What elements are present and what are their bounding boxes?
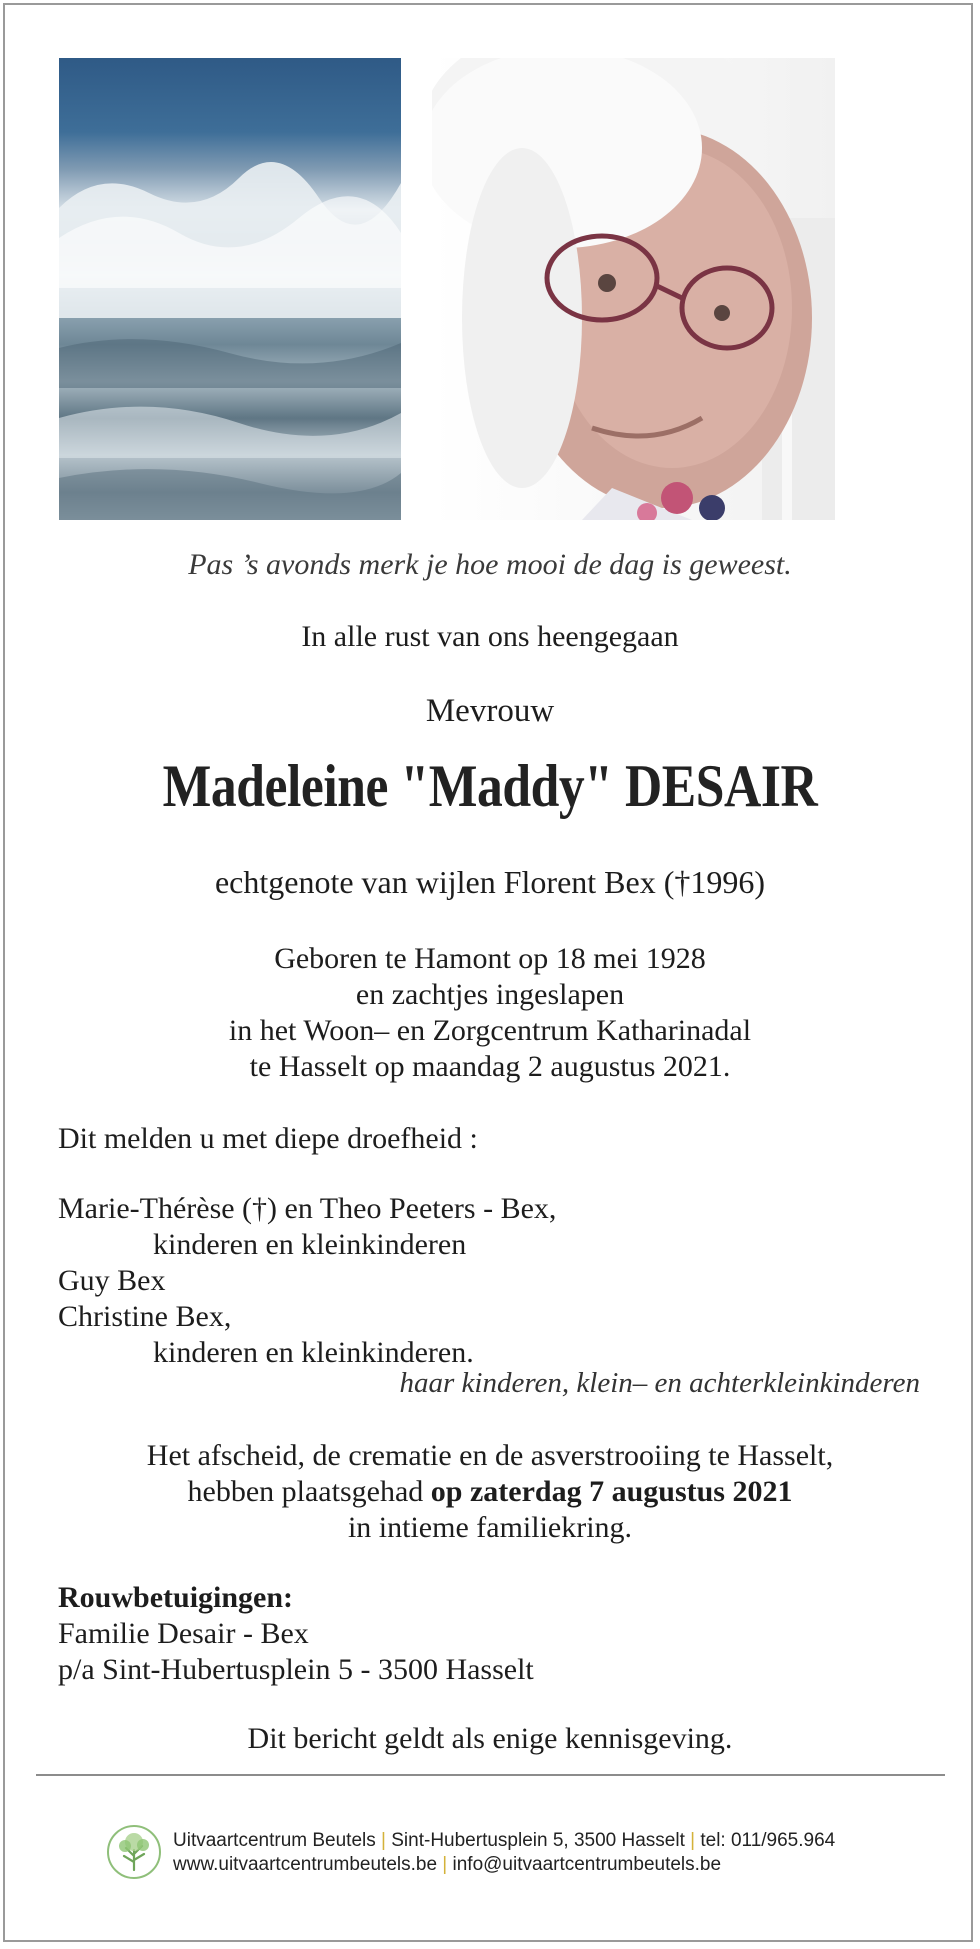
condolences-block bbox=[58, 1580, 534, 1688]
tree-logo-icon bbox=[106, 1824, 162, 1885]
birth-death-details bbox=[0, 941, 980, 1085]
company-name: Uitvaartcentrum Beutels bbox=[173, 1830, 376, 1851]
farewell-line-1: Het afscheid, de crematie en de asverstrooiing te Hasselt, bbox=[146, 1439, 834, 1472]
footer-line-2: www.uitvaartcentrumbeutels.be | info@uitvaartcentrumbeutels.be bbox=[173, 1854, 722, 1875]
farewell-line-3: in intieme familiekring. bbox=[347, 1511, 633, 1544]
spouse-line: echtgenote van wijlen Florent Bex (†1996) bbox=[214, 864, 766, 900]
footer-contact bbox=[173, 1829, 835, 1877]
condolences-name: Familie Desair - Bex bbox=[58, 1617, 309, 1650]
farewell-line-2 bbox=[0, 1474, 980, 1510]
company-website-link[interactable]: www.uitvaartcentrumbeutels.be bbox=[173, 1854, 438, 1875]
intro-line: In alle rust van ons heengegaan bbox=[301, 620, 679, 653]
born-line-2: en zachtjes ingeslapen bbox=[355, 978, 625, 1011]
footer-line-1: Uitvaartcentrum Beutels | Sint-Hubertusplein 5, 3500 Hasselt | tel: 011/965.964 bbox=[173, 1830, 836, 1851]
family-line: Marie-Thérèse (†) en Theo Peeters - Bex, bbox=[58, 1192, 557, 1225]
farewell-date: op zaterdag 7 augustus 2021 bbox=[430, 1475, 793, 1508]
memorial-quote: Pas ’s avonds merk je hoe mooi de dag is geweest. bbox=[188, 548, 792, 581]
family-line: kinderen en kleinkinderen. bbox=[153, 1336, 474, 1369]
grandchildren-line: haar kinderen, klein– en achterkleinkinderen bbox=[399, 1367, 920, 1399]
salutation: Mevrouw bbox=[425, 693, 555, 729]
family-list bbox=[58, 1191, 556, 1371]
company-phone[interactable]: tel: 011/965.964 bbox=[700, 1830, 836, 1851]
family-line: Guy Bex bbox=[58, 1264, 166, 1297]
sea-waves-photo bbox=[59, 58, 401, 520]
condolences-heading: Rouwbetuigingen: bbox=[58, 1581, 294, 1614]
notice-line: Dit bericht geldt als enige kennisgeving. bbox=[247, 1722, 733, 1755]
family-line: kinderen en kleinkinderen bbox=[153, 1228, 467, 1261]
condolences-address: p/a Sint-Hubertusplein 5 - 3500 Hasselt bbox=[58, 1653, 534, 1686]
footer-divider bbox=[36, 1774, 945, 1776]
born-line-1: Geboren te Hamont op 18 mei 1928 bbox=[274, 942, 706, 975]
announce-line: Dit melden u met diepe droefheid : bbox=[58, 1122, 478, 1155]
farewell-line-2-text: hebben plaatsgehad bbox=[187, 1475, 431, 1508]
born-line-3: in het Woon– en Zorgcentrum Katharinadal bbox=[228, 1014, 752, 1047]
company-email-link[interactable]: info@uitvaartcentrumbeutels.be bbox=[452, 1854, 722, 1875]
family-line: Christine Bex, bbox=[58, 1300, 232, 1333]
deceased-name: Madeleine "Maddy" DESAIR bbox=[162, 753, 818, 819]
portrait-photo bbox=[432, 58, 835, 520]
born-line-4: te Hasselt op maandag 2 augustus 2021. bbox=[249, 1050, 731, 1083]
farewell-paragraph bbox=[0, 1438, 980, 1546]
company-address: Sint-Hubertusplein 5, 3500 Hasselt bbox=[391, 1830, 685, 1851]
